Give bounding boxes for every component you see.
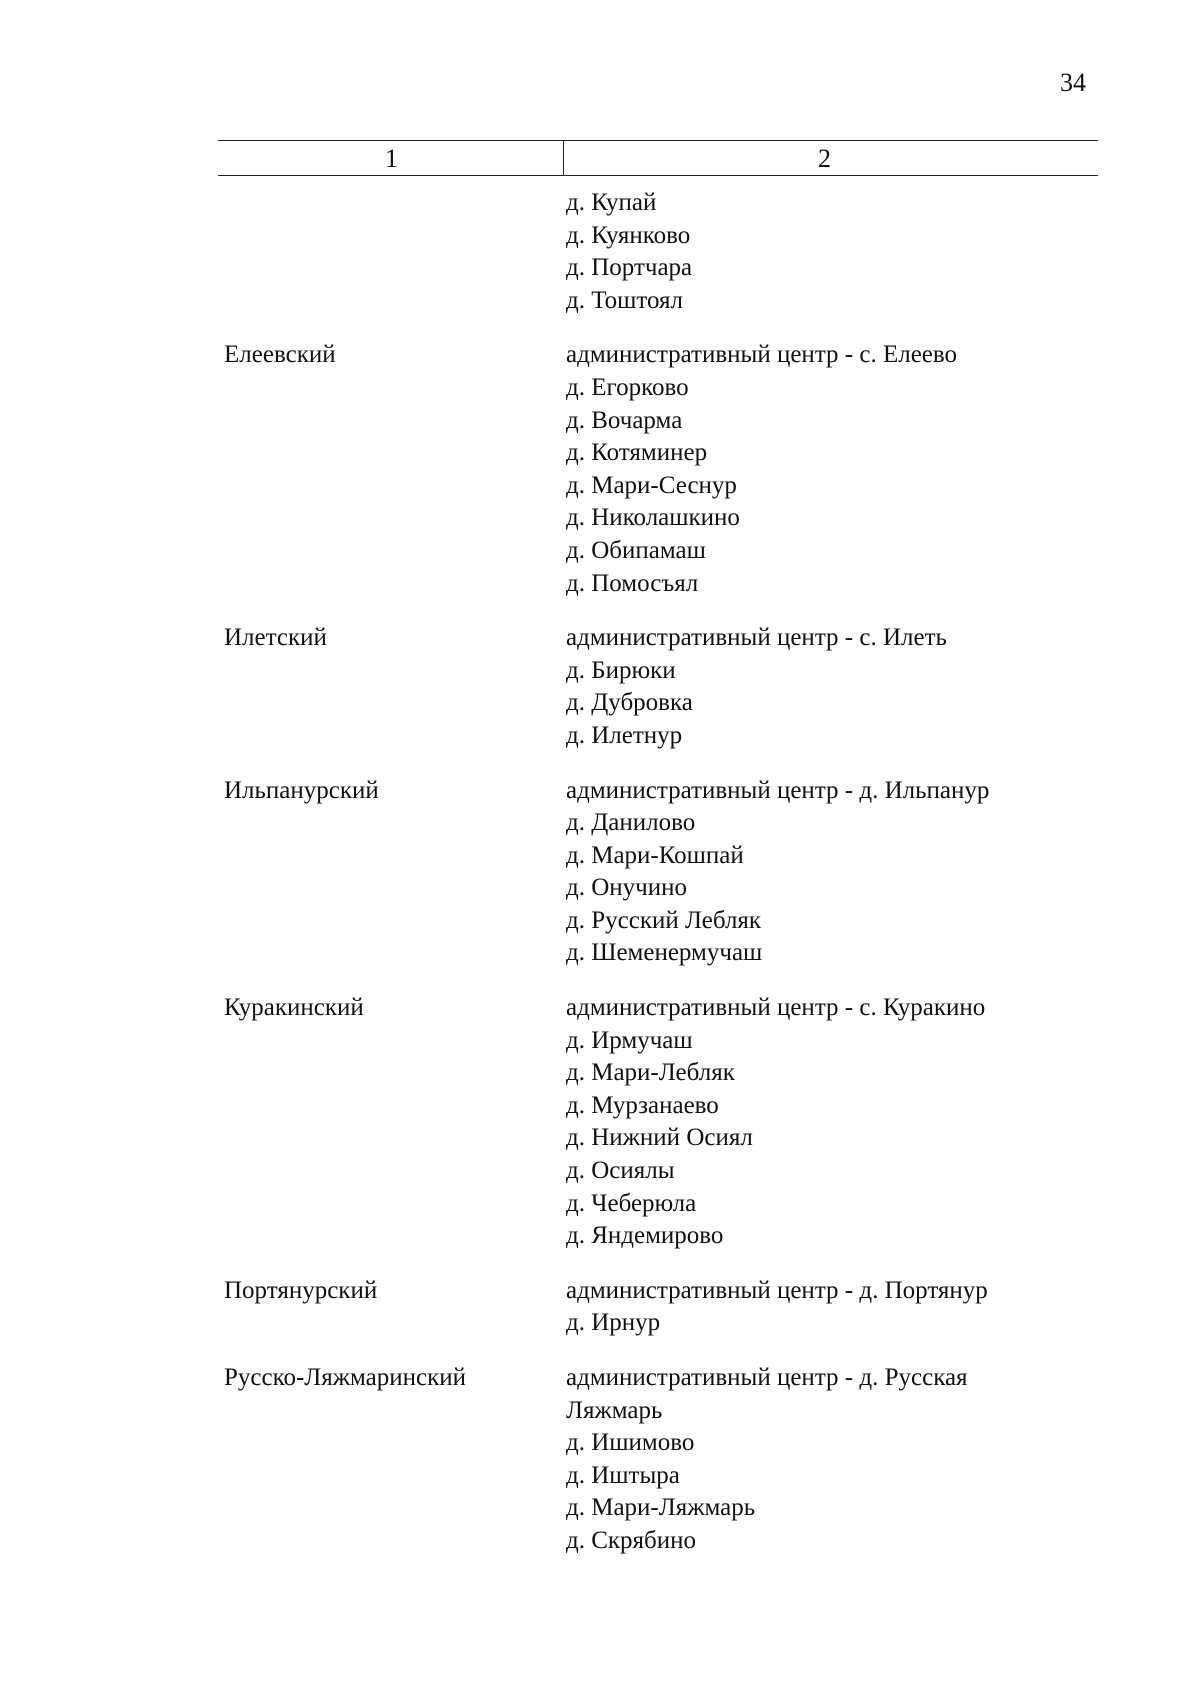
settlement-item: д. Яндемирово	[566, 1222, 724, 1250]
settlement-item: д. Мари-Лебляк	[566, 1059, 735, 1087]
settlement-item: д. Тоштоял	[566, 286, 683, 314]
table-body	[0, 187, 1200, 1580]
settlement-item: д. Мари-Сеснур	[566, 471, 737, 499]
settlement-item: д. Котяминер	[566, 439, 708, 467]
settlement-item: административный центр - д. Ильпанур	[566, 776, 990, 804]
settlement-list	[566, 1275, 1066, 1340]
table-row	[0, 339, 1200, 600]
settlement-item: д. Нижний Осиял	[566, 1124, 753, 1152]
district-name: Ильпанурский	[224, 776, 379, 804]
table-header-divider	[563, 140, 564, 175]
settlement-item: д. Куянково	[566, 221, 691, 249]
settlement-item: д. Мурзанаево	[566, 1091, 719, 1119]
district-name: Русско-Ляжмаринский	[224, 1364, 467, 1391]
settlement-item: д. Осиялы	[566, 1157, 675, 1185]
table-top-rule	[218, 140, 1098, 141]
settlement-item: д. Шеменермучаш	[566, 939, 763, 967]
table-header-bottom-rule	[218, 175, 1098, 176]
settlement-item: д. Чеберюла	[566, 1189, 697, 1217]
column-header-2: 2	[818, 144, 831, 173]
settlement-item: д. Николашкино	[566, 504, 740, 532]
settlement-item: д. Мари-Кошпай	[566, 841, 744, 869]
settlement-item: административный центр - с. Куракино	[566, 994, 986, 1022]
settlement-item: административный центр - с. Елеево	[566, 341, 958, 369]
settlement-item: д. Портчара	[566, 254, 693, 282]
settlement-list	[566, 187, 1066, 317]
settlement-item: административный центр - с. Илеть	[566, 624, 947, 652]
settlement-item: д. Купай	[566, 189, 657, 216]
table-row	[0, 622, 1200, 752]
settlement-item: д. Ишимово	[566, 1429, 695, 1457]
settlement-item: д. Ирмучаш	[566, 1026, 693, 1054]
table-row	[0, 187, 1200, 317]
settlement-item: д. Мари-Ляжмарь	[566, 1494, 756, 1522]
settlement-item: д. Онучино	[566, 874, 687, 902]
settlement-list	[566, 339, 1066, 600]
table-row	[0, 775, 1200, 971]
column-header-1: 1	[385, 144, 398, 173]
settlement-item: Ляжмарь	[566, 1396, 663, 1424]
page-number: 34	[1060, 68, 1086, 97]
settlement-item: административный центр - д. Русская	[566, 1364, 968, 1391]
settlement-item: д. Обипамаш	[566, 536, 706, 564]
settlement-list	[566, 775, 1066, 971]
settlement-item: д. Помосъял	[566, 569, 699, 597]
settlement-list	[566, 622, 1066, 752]
district-name: Илетский	[224, 624, 327, 652]
settlement-list	[566, 1362, 1066, 1558]
settlement-item: д. Илетнур	[566, 721, 683, 749]
settlement-item: д. Ирнур	[566, 1309, 661, 1337]
settlement-item: д. Дубровка	[566, 689, 693, 717]
table-row	[0, 992, 1200, 1253]
settlement-item: д. Вочарма	[566, 406, 683, 434]
settlement-list	[566, 992, 1066, 1253]
settlement-item: д. Данилово	[566, 809, 696, 837]
settlement-item: д. Бирюки	[566, 656, 676, 684]
settlement-item: д. Скрябино	[566, 1526, 697, 1554]
settlement-item: д. Егорково	[566, 373, 689, 401]
settlement-item: административный центр - д. Портянур	[566, 1276, 988, 1304]
settlement-item: д. Русский Лебляк	[566, 906, 762, 934]
district-name: Куракинский	[224, 994, 364, 1022]
district-name: Елеевский	[224, 341, 336, 369]
table-row	[0, 1275, 1200, 1340]
table-row	[0, 1362, 1200, 1558]
settlement-item: д. Иштыра	[566, 1461, 680, 1489]
district-name: Портянурский	[224, 1276, 378, 1304]
